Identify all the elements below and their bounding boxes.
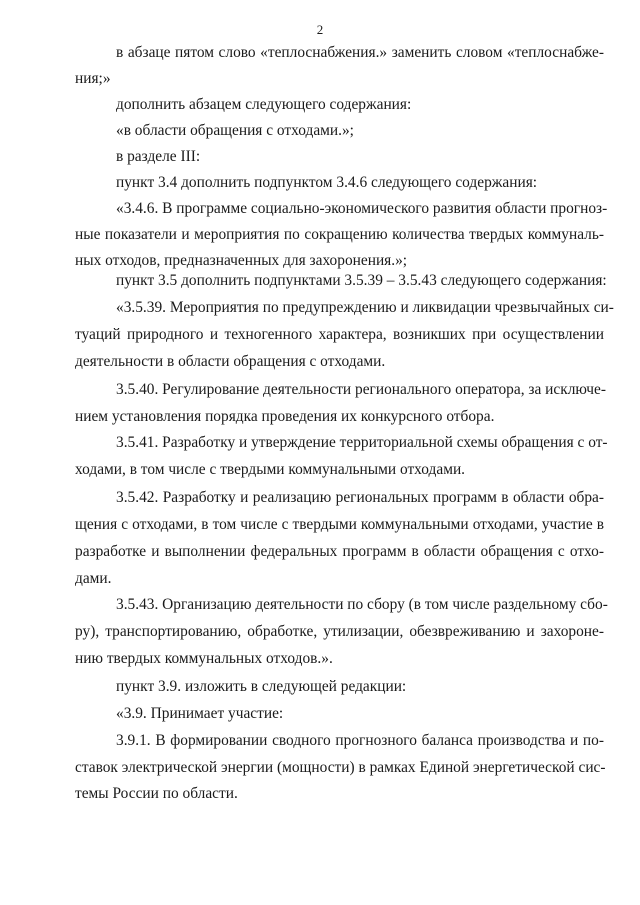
text-line: темы России по области. [75,785,238,802]
text-line: дополнить абзацем следующего содержания: [116,96,412,113]
text-line: 3.5.42. Разработку и реализацию региональных программ в области обра- [116,489,604,506]
text-line: «3.5.39. Мероприятия по предупреждению и ликвидации чрезвычайных си- [116,299,614,316]
text-line: «в области обращения с отходами.»; [116,122,354,139]
text-line: ходами, в том числе с твердыми коммунальными отходами. [75,461,466,478]
text-line: ния;» [75,70,111,87]
text-line: пункт 3.4 дополнить подпунктом 3.4.6 следующего содержания: [116,174,538,191]
text-line: разработке и выполнении федеральных программ в области обращения с отхо- [75,543,604,560]
text-line: пункт 3.5 дополнить подпунктами 3.5.39 – 3.5.43 следующего содержания: [116,272,607,289]
page-number: 2 [316,22,324,37]
text-line: 3.9.1. В формировании сводного прогнозного баланса производства и по- [116,732,604,749]
text-line: 3.5.41. Разработку и утверждение территориальной схемы обращения с от- [116,434,608,451]
text-line: ру), транспортированию, обработке, утилизации, обезвреживанию и захороне- [75,623,604,640]
text-line: деятельности в области обращения с отходами. [75,353,386,370]
text-line: пункт 3.9. изложить в следующей редакции: [116,678,407,695]
text-line: дами. [75,570,112,587]
text-line: в разделе III: [116,148,201,165]
text-line: «3.4.6. В программе социально-экономического развития области прогноз- [116,200,608,217]
text-line: щения с отходами, в том числе с твердыми коммунальными отходами, участие в [75,516,604,533]
text-line: в абзаце пятом слово «теплоснабжения.» заменить словом «теплоснабже- [116,44,604,61]
text-line: 3.5.40. Регулирование деятельности регионального оператора, за исключе- [116,381,606,398]
text-line: ставок электрической энергии (мощности) в рамках Единой энергетической сис- [75,759,606,776]
text-line: «3.9. Принимает участие: [116,705,284,722]
text-line: нием установления порядка проведения их конкурсного отбора. [75,408,495,425]
text-line: нию твердых коммунальных отходов.». [75,650,333,667]
text-line: 3.5.43. Организацию деятельности по сбору (в том числе раздельному сбо- [116,596,608,613]
text-line: ные показатели и мероприятия по сокращению количества твердых коммуналь- [75,226,604,243]
text-line: ных отходов, предназначенных для захоронения.»; [75,252,408,269]
text-line: туаций природного и техногенного характера, возникших при осуществлении [75,326,604,343]
